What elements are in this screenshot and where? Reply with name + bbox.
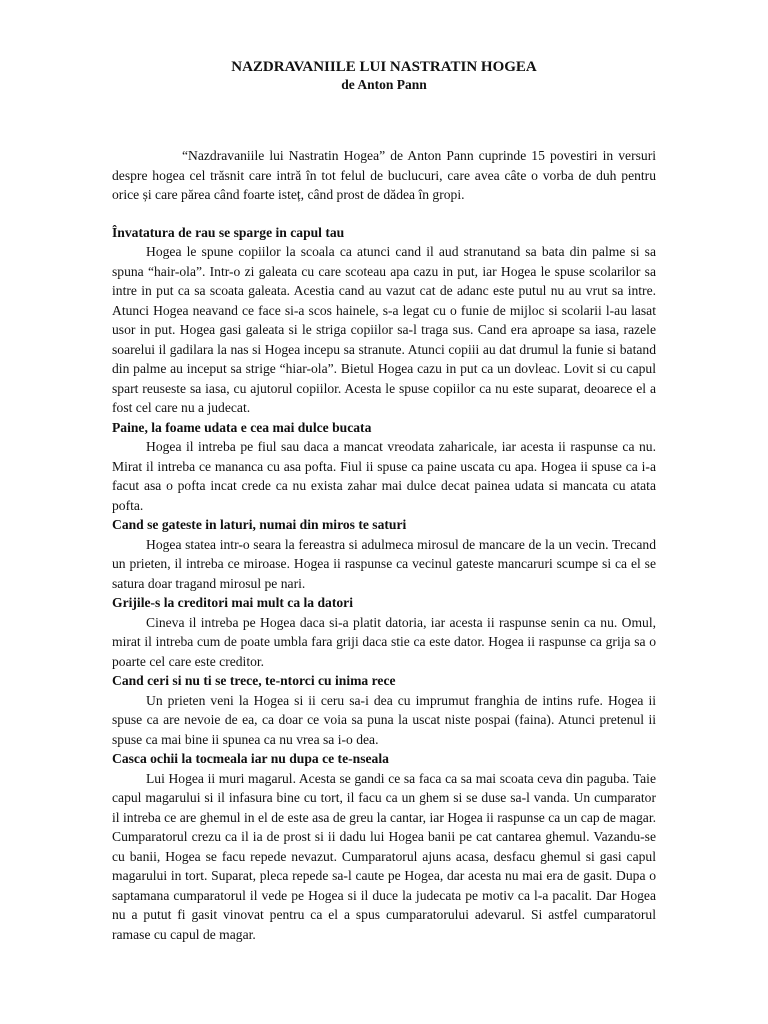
story-title: Cand se gateste in laturi, numai din miros te saturi [112,517,407,532]
document-title: NAZDRAVANIILE LUI NASTRATIN HOGEA [231,59,537,75]
intro-paragraph: “Nazdravaniile lui Nastratin Hogea” de Anton Pann cuprinde 15 povestiri in versuri despre hogea cel trăsnit care intră în tot felul de buclucuri, care avea câte o vorba de duh pentru orice și care părea când foarte isteț, când prost de dădea în gropi. [112,148,656,202]
story-section [112,671,656,749]
story-body: Hogea statea intr-o seara la fereastra si adulmeca mirosul de mancare de la un vecin. Trecand un prieten, il intreba ce miroase. Hogea ii raspunse ca vecinul gateste mancaruri scumpe si ca el se satura doar tragand mirosul pe nari. [112,536,656,591]
story-section [112,593,656,671]
story-title: Învatatura de rau se sparge in capul tau [112,224,345,240]
story-section [112,515,656,593]
story-body: Un prieten veni la Hogea si ii ceru sa-i dea cu imprumut franghia de intins rufe. Hogea ii spuse ca are nevoie de ea, ca doar ce voia sa puna la uscat niste pospai (faina). Atunci pretenul ii spuse ca mai bine ii spunea ca nu vrea sa i-o dea. [112,692,656,747]
story-title: Cand ceri si nu ti se trece, te-ntorci cu inima rece [112,673,396,688]
story-section [112,223,656,418]
story-title: Paine, la foame udata e cea mai dulce bucata [112,419,372,435]
story-body: Cineva il intreba pe Hogea daca si-a platit datoria, iar acesta ii raspunse senin ca nu. Omul, mirat il intreba cum de poate umbla fara griji daca stie ca este dator. Hogea ii raspunse ca grija sa o poarte cel care este creditor. [112,614,656,669]
story-body: Hogea le spune copiilor la scoala ca atunci cand il aud stranutand sa bata din palme si sa spuna “hair-ola”. Intr-o zi galeata cu care scoteau apa cazu in put, iar Hogea le spuse scolarilor sa intre in put ca sa scoata galeata. Acestia cand au vazut cat de adanc este putul nu au vrut sa intre. Atunci Hogea neavand ce face si-a scos hainele, s-a legat cu o funie de mijloc si scolarii l-au lasat usor in put. Hogea gasi galeata si le striga copiilor sa-l traga sus. Cand era aproape sa iasa, razele soarelui il gadilara la nas si Hogea incepu sa stranute. Atunci copiii au dat drumul la funie si batand din palme au inceput sa strige “hiar-ola”. Bietul Hogea cazu in put ca un dovleac. Lovit si cu capul spart reuseste sa iasa, cu ajutorul copiilor. Acesta le spuse copiilor ca nu este suparat, deoarece el a fost cel care nu a judecat. [112,244,656,415]
story-section [112,418,656,516]
document-author: de Anton Pann [341,77,427,92]
story-section [112,749,656,944]
story-body: Hogea il intreba pe fiul sau daca a mancat vreodata zaharicale, iar acesta ii raspunse ca nu. Mirat il intreba ce mananca cu asa pofta. Fiul ii spuse ca paine uscata cu apa. Hogea ii spuse ca i-a facut asa o pofta incat crede ca nu exista zahar mai dulce decat painea udata si mancata cu atata pofta. [112,439,656,513]
story-body: Lui Hogea ii muri magarul. Acesta se gandi ce sa faca ca sa mai scoata ceva din paguba. Taie capul magarului si il infasura bine cu tort, il facu ca un ghem si se duse sa-l vanda. Un cumparator il intreba ce are ghemul in el de este asa de greu la cantar, iar Hogea ii raspunse ca un cap de magar. Cumparatorul crezu ca il ia de prost si ii dadu lui Hogea banii pe cat cantarea ghemul. Vazandu-se cu banii, Hogea se facu repede nevazut. Cumparatorul ajuns acasa, desfacu ghemul si gasi capul magarului in tort. Suparat, pleca repede sa-l caute pe Hogea, dar acesta nu mai era de gasit. Dupa o saptamana cumparatorul il vede pe Hogea si il duce la judecata pe motiv ca l-a pacalit. Dar Hogea nu a putut fi gasit vinovat pentru ca el a spus cumparatorului adevarul. Si astfel cumparatorul ramase cu capul de magar. [112,770,656,942]
document-content [112,146,656,944]
story-title: Casca ochii la tocmeala iar nu dupa ce te-nseala [112,751,389,766]
story-title: Grijile-s la creditori mai mult ca la datori [112,595,353,610]
